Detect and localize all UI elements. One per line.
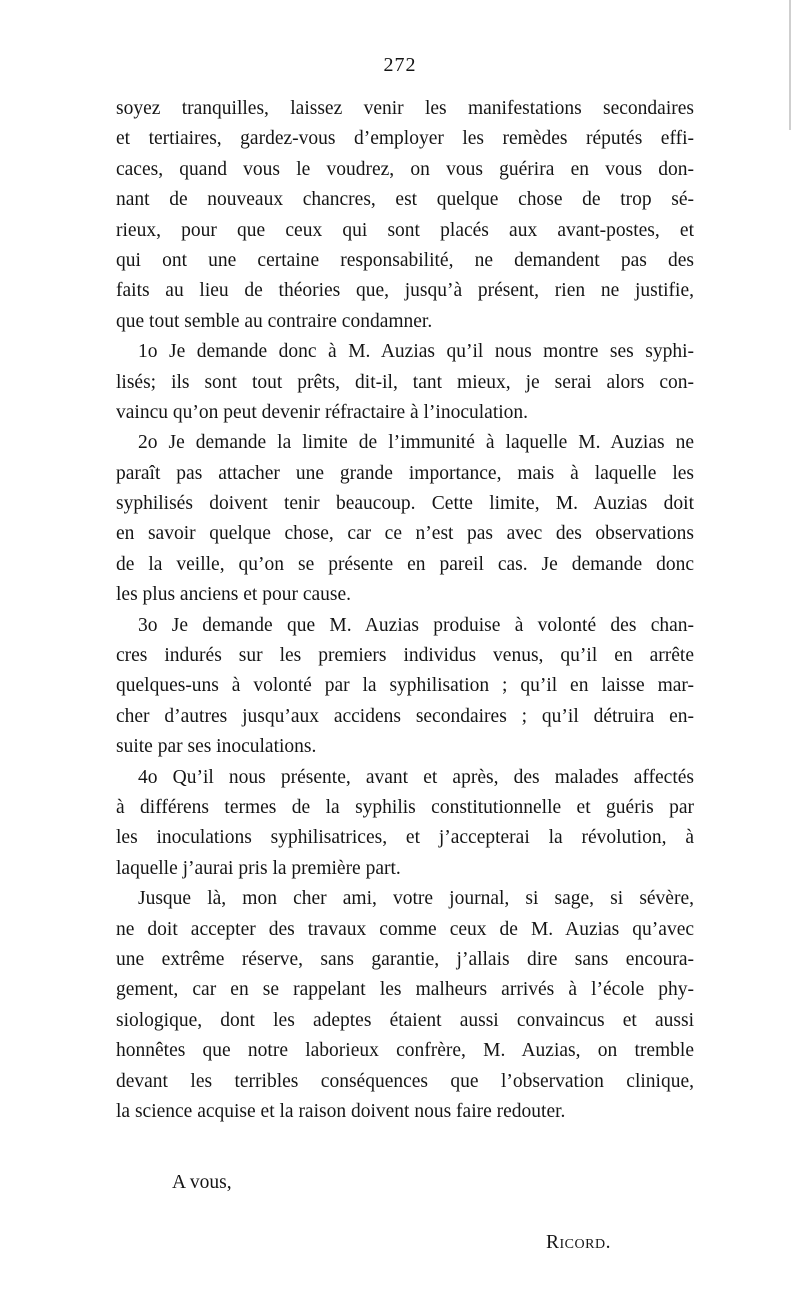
text-line: 4o Qu’il nous présente, avant et après, des malades affectés xyxy=(138,766,694,788)
text-line: cher d’autres jusqu’aux accidens secondaires ; qu’il détruira en- xyxy=(116,705,694,727)
signature: Ricord. xyxy=(546,1232,611,1253)
text-line: quelques-uns à volonté par la syphilisation ; qu’il en laisse mar- xyxy=(116,675,694,697)
text-line: gement, car en se rappelant les malheurs arrivés à l’école phy- xyxy=(116,979,694,1001)
text-line: les plus anciens et pour cause. xyxy=(116,584,352,606)
text-line: soyez tranquilles, laissez venir les manifestations secondaires xyxy=(116,98,694,119)
text-line: 1o Je demande donc à M. Auzias qu’il nous montre ses syphi- xyxy=(138,341,694,363)
text-line: nant de nouveaux chancres, est quelque chose de trop sé- xyxy=(116,189,694,211)
text-line: faits au lieu de théories que, jusqu’à présent, rien ne justifie, xyxy=(116,280,694,302)
text-line: que tout semble au contraire condamner. xyxy=(116,310,433,332)
text-line: et tertiaires, gardez-vous d’employer les remèdes réputés effi- xyxy=(116,128,694,150)
text-line: 2o Je demande la limite de l’immunité à laquelle M. Auzias ne xyxy=(138,432,694,454)
text-line: syphilisés doivent tenir beaucoup. Cette limite, M. Auzias doit xyxy=(116,493,694,515)
text-line: en savoir quelque chose, car ce n’est pas avec des observations xyxy=(116,523,694,545)
text-line: suite par ses inoculations. xyxy=(116,736,317,758)
closing-salutation: A vous, xyxy=(172,1172,232,1193)
text-line: paraît pas attacher une grande importance, mais à laquelle les xyxy=(116,462,694,484)
text-line: les inoculations syphilisatrices, et j’accepterai la révolution, à xyxy=(116,827,694,849)
text-line: qui ont une certaine responsabilité, ne demandent pas des xyxy=(116,249,694,271)
page-number: 272 xyxy=(383,54,417,76)
text-line: vaincu qu’on peut devenir réfractaire à l’inoculation. xyxy=(116,401,529,423)
text-line: ne doit accepter des travaux comme ceux de M. Auzias qu’avec xyxy=(116,918,694,940)
text-line: une extrême réserve, sans garantie, j’allais dire sans encoura- xyxy=(116,948,694,970)
text-line: cres indurés sur les premiers individus venus, qu’il en arrête xyxy=(116,645,694,667)
text-line: lisés; ils sont tout prêts, dit-il, tant mieux, je serai alors con- xyxy=(116,371,694,393)
text-line: Jusque là, mon cher ami, votre journal, si sage, si sévère, xyxy=(138,888,694,910)
text-line: honnêtes que notre laborieux confrère, M. Auzias, on tremble xyxy=(116,1040,694,1062)
text-line: à différens termes de la syphilis constitutionnelle et guéris par xyxy=(116,796,694,818)
text-line: de la veille, qu’on se présente en pareil cas. Je demande donc xyxy=(116,553,694,575)
letter-body xyxy=(116,94,694,1127)
text-line: devant les terribles conséquences que l’observation clinique, xyxy=(116,1070,694,1092)
text-line: siologique, dont les adeptes étaient aussi convaincus et aussi xyxy=(116,1009,694,1031)
text-line: caces, quand vous le voudrez, on vous guérira en vous don- xyxy=(116,158,694,180)
text-line: laquelle j’aurai pris la première part. xyxy=(116,857,401,879)
text-line: 3o Je demande que M. Auzias produise à volonté des chan- xyxy=(138,614,694,636)
text-line: rieux, pour que ceux qui sont placés aux avant-postes, et xyxy=(116,219,694,241)
text-line: la science acquise et la raison doivent nous faire redouter. xyxy=(116,1100,566,1122)
